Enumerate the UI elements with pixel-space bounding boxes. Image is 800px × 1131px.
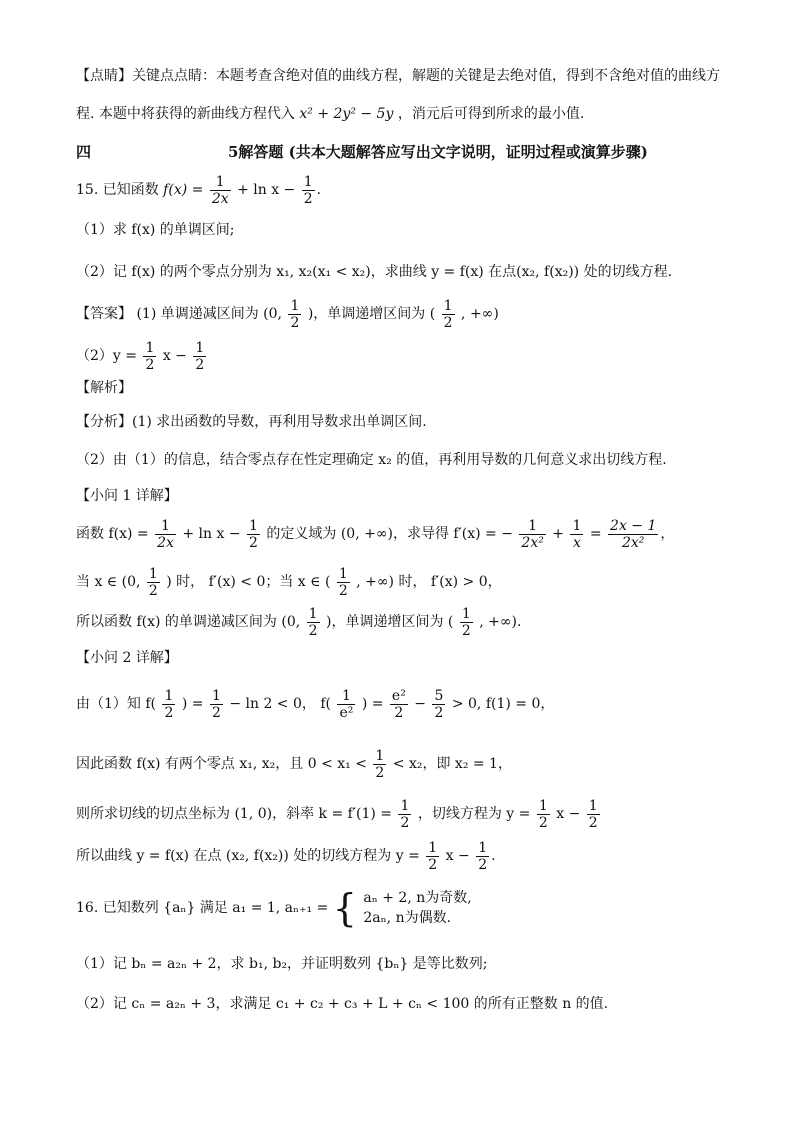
fraction-half: $\frac{1}{2}$ bbox=[303, 173, 313, 207]
q15-answer-1: 【答案】 (1) 单调递减区间为 (0, $\frac{1}{2}$ )，单调递增区间为 ( $\frac{1}{2}$ , +∞) bbox=[76, 297, 499, 331]
note-text: 程. 本题中将获得的新曲线方程代入 bbox=[76, 106, 295, 122]
sub1-line-3: 所以函数 f(x) 的单调递减区间为 (0, $\frac{1}{2}$ )，单调递增区间为 ( $\frac{1}{2}$ , +∞). bbox=[76, 605, 522, 639]
analysis-line-2: （2）由（1）的信息，结合零点存在性定理确定 x₂ 的值，再利用导数的几何意义求出切线方程. bbox=[76, 452, 667, 468]
answer-label: 【答案】 bbox=[76, 306, 132, 322]
sub1-line-2: 当 x ∈ (0, $\frac{1}{2}$ ) 时， f′(x) < 0；当 x ∈ ( $\frac{1}{2}$ , +∞) 时， f′(x) > 0， bbox=[76, 565, 502, 599]
q15-part2: （2）记 f(x) 的两个零点分别为 x₁, x₂(x₁ < x₂)，求曲线 y = f(x) 在点(x₂, f(x₂)) 处的切线方程. bbox=[76, 264, 673, 280]
sub1-label: 【小问 1 详解】 bbox=[76, 488, 178, 504]
sub2-line-1: 由（1）知 f( $\frac{1}{2}$ ) = $\frac{1}{2}$ − ln 2 < 0， f( $\frac{1}{\text{e²}}$ ) = $\frac{\text{e²}}{2}$ − $\frac{5}{2}$ > 0, f(1) = 0， bbox=[76, 687, 555, 721]
q16-part2: （2）记 cₙ = a₂ₙ + 3，求满足 c₁ + c₂ + c₃ + L + cₙ < 100 的所有正整数 n 的值. bbox=[76, 996, 609, 1012]
section-number: 四 bbox=[76, 143, 92, 161]
fraction-1-over-2x: $\frac{1}{2x}$ bbox=[211, 173, 229, 207]
q15-stem: 15. 已知函数 f(x) = $\frac{1}{2x}$ + ln x − $\frac{1}{2}$ . bbox=[76, 173, 322, 207]
sub2-line-3: 则所求切线的切点坐标为 (1, 0)，斜率 k = f′(1) = $\frac{1}{2}$ ，切线方程为 y = $\frac{1}{2}$ x − $\frac{1}{2}$ bbox=[76, 797, 598, 831]
q15-answer-2: （2）y = $\frac{1}{2}$ x − $\frac{1}{2}$ bbox=[76, 339, 205, 373]
note-line-2 bbox=[76, 104, 584, 124]
note-line-1: 【点睛】关键点点睛：本题考查含绝对值的曲线方程，解题的关键是去绝对值，得到不含绝对值的曲线方 bbox=[76, 68, 720, 84]
q15-part1: （1）求 f(x) 的单调区间; bbox=[76, 222, 235, 238]
sub2-line-4: 所以曲线 y = f(x) 在点 (x₂, f(x₂)) 处的切线方程为 y = $\frac{1}{2}$ x − $\frac{1}{2}$ . bbox=[76, 839, 496, 873]
sub2-label: 【小问 2 详解】 bbox=[76, 650, 178, 666]
sub2-line-2: 因此函数 f(x) 有两个零点 x₁, x₂，且 0 < x₁ < $\frac{1}{2}$ < x₂，即 x₂ = 1， bbox=[76, 747, 512, 781]
piecewise-cases: aₙ + 2, n为奇数, 2aₙ, n为偶数. bbox=[363, 890, 472, 926]
q15-ln: + ln x − bbox=[237, 182, 296, 198]
note-text-end: ，消元后可得到所求的最小值. bbox=[397, 106, 585, 122]
brace-symbol: { bbox=[332, 886, 357, 930]
section-heading: 5解答题 (共本大题解答应写出文字说明，证明过程或演算步骤) bbox=[228, 143, 648, 161]
q16-stem: 16. 已知数列 {aₙ} 满足 a₁ = 1, aₙ₊₁ = { aₙ + 2, n为奇数, 2aₙ, n为偶数. bbox=[76, 886, 472, 930]
note-expression: x² + 2y² − 5y bbox=[299, 106, 394, 122]
analysis-label: 【解析】 bbox=[76, 380, 132, 396]
q16-part1: （1）记 bₙ = a₂ₙ + 2，求 b₁, b₂，并证明数列 {bₙ} 是等比数列; bbox=[76, 956, 488, 972]
analysis-line-1: 【分析】(1) 求出函数的导数，再利用导数求出单调区间. bbox=[76, 414, 427, 430]
q15-stem-text: 15. 已知函数 bbox=[76, 182, 159, 198]
sub1-line-1: 函数 f(x) = $\frac{1}{2x}$ + ln x − $\frac{1}{2}$ 的定义域为 (0, +∞)，求导得 f′(x) = − $\frac{1}{\text{2x²}}$ + $\frac{1}{x}$ = $\frac{2x - 1}{\text{2x²}}$ ， bbox=[76, 517, 675, 551]
q15-fx: f(x) = bbox=[163, 182, 204, 198]
